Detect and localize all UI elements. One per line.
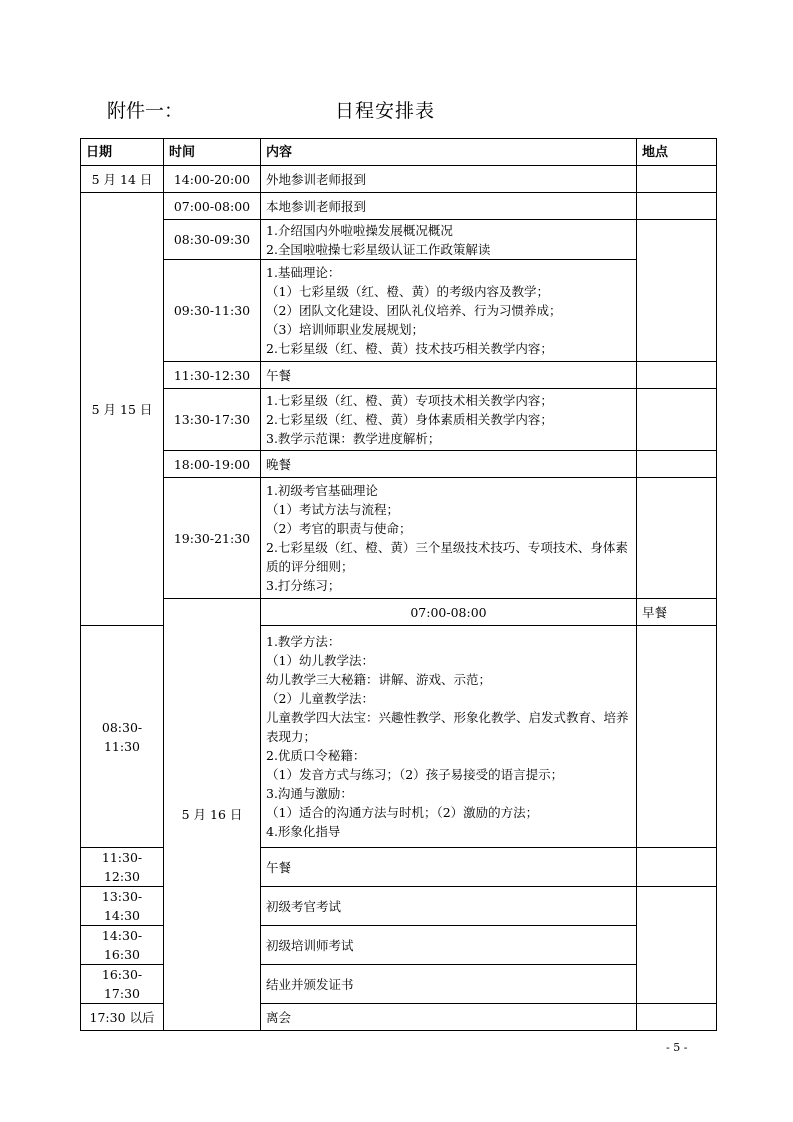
content-line: 初级考官考试 — [266, 898, 342, 914]
content-line: 儿童教学四大法宝：兴趣性教学、形象化教学、启发式教育、培养表现力； — [266, 710, 629, 744]
content-cell — [261, 926, 637, 965]
date-cell: 5 月 16 日 — [164, 599, 261, 1031]
content-line: 1.教学方法： — [266, 634, 341, 649]
date-cell: 5 月 15 日 — [81, 193, 164, 626]
content-line: 1.基础理论： — [266, 265, 341, 280]
time-cell: 13:30-17:30 — [164, 389, 261, 451]
content-cell — [261, 362, 637, 389]
content-cell — [261, 389, 637, 451]
place-cell — [637, 220, 717, 362]
content-line: 晚餐 — [266, 456, 292, 472]
page-number: - 5 - — [666, 1041, 688, 1054]
time-cell: 17:30 以后 — [81, 1004, 164, 1031]
content-line: 初级培训师考试 — [266, 937, 354, 953]
place-cell — [637, 848, 717, 887]
content-cell — [261, 451, 637, 478]
place-cell — [637, 362, 717, 389]
place-cell — [637, 1004, 717, 1031]
content-cell — [261, 478, 637, 599]
content-cell — [261, 193, 637, 220]
document-title: 日程安排表 — [335, 100, 436, 122]
content-line: 3.沟通与激励： — [266, 786, 353, 801]
place-cell — [637, 166, 717, 193]
content-line: 外地参训老师报到 — [266, 171, 367, 187]
content-line: （1）发音方式与练习；（2）孩子易接受的语言提示； — [266, 767, 564, 782]
content-cell — [261, 626, 637, 848]
content-cell — [261, 965, 637, 1004]
content-cell — [261, 166, 637, 193]
table-row — [81, 193, 717, 220]
header-place: 地点 — [637, 139, 717, 166]
content-line: 午餐 — [266, 367, 292, 383]
content-cell — [261, 887, 637, 926]
content-line: 1.初级考官基础理论 — [266, 483, 378, 498]
table-row — [81, 362, 717, 389]
table-row — [81, 260, 717, 362]
header-time: 时间 — [164, 139, 261, 166]
time-cell: 11:30-12:30 — [81, 848, 164, 887]
table-header-row — [81, 139, 717, 166]
content-line: 离会 — [266, 1009, 292, 1025]
content-line: 2.全国啦啦操七彩星级认证工作政策解读 — [266, 241, 491, 257]
content-line: 2.七彩星级（红、橙、黄）三个星级技术技巧、专项技术、身体素质的评分细则； — [266, 540, 628, 574]
content-line: 午餐 — [266, 859, 292, 875]
table-row — [81, 166, 717, 193]
content-line: 2.七彩星级（红、橙、黄）身体素质相关教学内容； — [266, 412, 553, 427]
content-line: （3）培训师职业发展规划； — [266, 322, 424, 337]
place-cell — [637, 193, 717, 220]
place-cell — [637, 626, 717, 848]
table-row — [81, 478, 717, 599]
content-line: 结业并颁发证书 — [266, 976, 354, 992]
content-line: （1）幼儿教学法： — [266, 653, 374, 668]
content-cell — [261, 1004, 637, 1031]
time-cell: 18:00-19:00 — [164, 451, 261, 478]
time-cell: 13:30-14:30 — [81, 887, 164, 926]
content-line: 2.优质口令秘籍： — [266, 748, 366, 763]
time-cell: 07:00-08:00 — [261, 599, 637, 626]
content-line: （2）考官的职责与使命； — [266, 521, 412, 536]
place-cell — [637, 478, 717, 599]
document-header — [107, 96, 667, 126]
time-cell: 09:30-11:30 — [164, 260, 261, 362]
time-cell: 08:30-09:30 — [164, 220, 261, 260]
content-line: 3.教学示范课：教学进度解析； — [266, 431, 441, 446]
content-cell — [261, 848, 637, 887]
content-cell — [261, 260, 637, 362]
header-content: 内容 — [261, 139, 637, 166]
content-line: 本地参训老师报到 — [266, 198, 367, 214]
attachment-label: 附件一： — [107, 100, 184, 122]
content-line: 幼儿教学三大秘籍：讲解、游戏、示范； — [266, 672, 492, 687]
content-line: （2）儿童教学法： — [266, 691, 374, 706]
place-cell — [637, 451, 717, 478]
time-cell: 14:30-16:30 — [81, 926, 164, 965]
content-line: （1）考试方法与流程； — [266, 502, 399, 517]
place-cell — [637, 389, 717, 451]
table-row — [81, 599, 717, 626]
content-line: 3.打分练习； — [266, 578, 341, 593]
header-date: 日期 — [81, 139, 164, 166]
content-line: 2.七彩星级（红、橙、黄）技术技巧相关教学内容； — [266, 341, 553, 356]
content-line: 1.介绍国内外啦啦操发展概况概况 — [266, 222, 453, 238]
place-cell — [637, 887, 717, 1004]
schedule-table — [80, 138, 717, 1031]
time-cell: 11:30-12:30 — [164, 362, 261, 389]
table-row — [81, 220, 717, 260]
time-cell: 16:30-17:30 — [81, 965, 164, 1004]
date-cell: 5 月 14 日 — [81, 166, 164, 193]
table-row — [81, 389, 717, 451]
time-cell: 19:30-21:30 — [164, 478, 261, 599]
content-line: 1.七彩星级（红、橙、黄）专项技术相关教学内容； — [266, 393, 553, 408]
time-cell: 08:30-11:30 — [81, 626, 164, 848]
time-cell: 14:00-20:00 — [164, 166, 261, 193]
content-cell — [637, 599, 717, 626]
content-line: 早餐 — [642, 604, 668, 620]
content-line: 4.形象化指导 — [266, 824, 341, 839]
table-row — [81, 451, 717, 478]
content-line: （2）团队文化建设、团队礼仪培养、行为习惯养成； — [266, 303, 562, 318]
content-line: （1）适合的沟通方法与时机；（2）激励的方法； — [266, 805, 539, 820]
content-cell — [261, 220, 637, 260]
time-cell: 07:00-08:00 — [164, 193, 261, 220]
content-line: （1）七彩星级（红、橙、黄）的考级内容及教学； — [266, 284, 549, 299]
